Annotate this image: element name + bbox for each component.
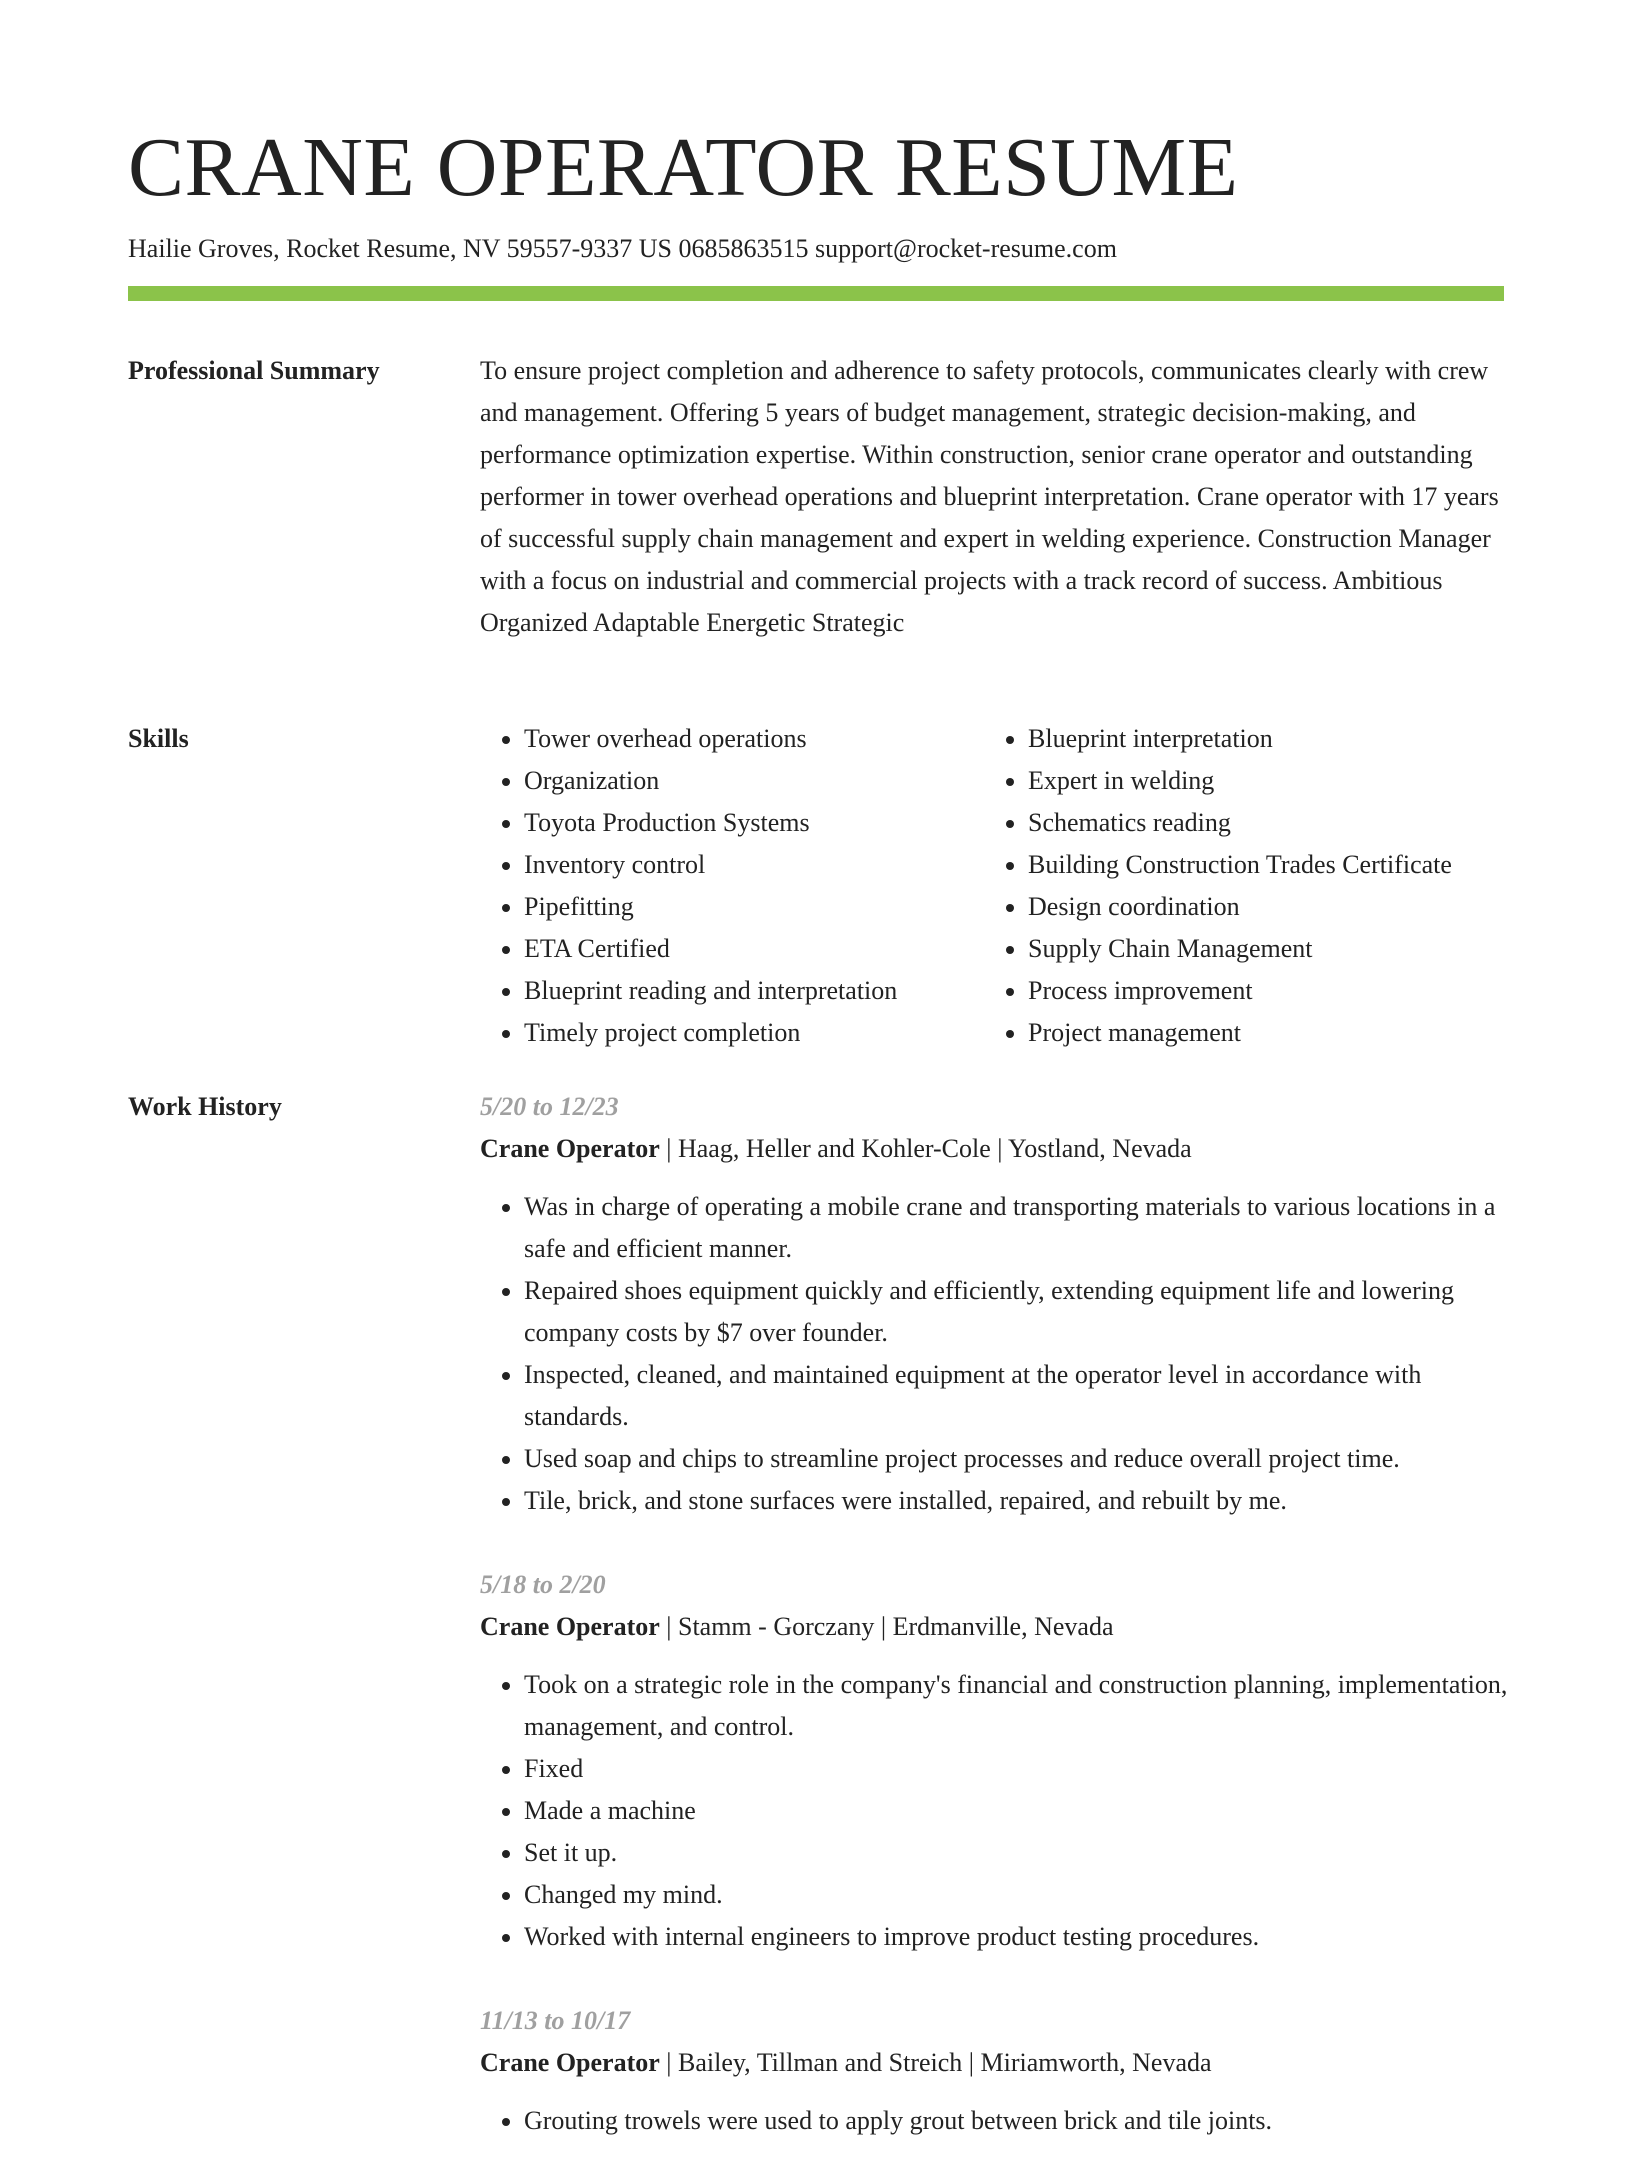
job-title: Crane Operator xyxy=(480,2048,660,2077)
job-date: 11/13 to 10/17 xyxy=(480,2006,631,2035)
resume-header xyxy=(128,118,1504,269)
skill-item: • Inventory control xyxy=(524,844,984,886)
job-bullet-list xyxy=(480,1186,1510,1522)
job-bullet: • Fixed xyxy=(524,1748,1510,1790)
job-bullet: • Repaired shoes equipment quickly and efficiently, extending equipment life and lowering company costs by $7 over founder. xyxy=(524,1270,1510,1354)
skill-item: • Project management xyxy=(1028,1012,1510,1054)
work-history-label: Work History xyxy=(128,1092,282,1121)
job-entry xyxy=(480,2000,1510,2142)
skill-item: • Supply Chain Management xyxy=(1028,928,1510,970)
contact-line: Hailie Groves, Rocket Resume, NV 59557-9337 US 0685863515 support@rocket-resume.com xyxy=(128,234,1117,263)
skills-list-left xyxy=(480,718,984,1054)
job-bullet: • Grouting trowels were used to apply grout between brick and tile joints. xyxy=(524,2100,1510,2142)
skill-item: • Expert in welding xyxy=(1028,760,1510,802)
skill-item: • Process improvement xyxy=(1028,970,1510,1012)
job-date: 5/20 to 12/23 xyxy=(480,1092,619,1121)
job-bullet: • Set it up. xyxy=(524,1832,1510,1874)
skills-body xyxy=(480,718,1510,1054)
skill-item: • Blueprint reading and interpretation xyxy=(524,970,984,1012)
job-employer-location: | Bailey, Tillman and Streich | Miriamworth, Nevada xyxy=(659,2048,1212,2077)
header-divider xyxy=(128,286,1504,301)
job-heading xyxy=(480,2042,1510,2084)
job-title: Crane Operator xyxy=(480,1612,660,1641)
job-heading xyxy=(480,1606,1510,1648)
job-entry xyxy=(480,1086,1510,1522)
skills-column-right xyxy=(984,718,1510,1054)
skill-item: • Design coordination xyxy=(1028,886,1510,928)
job-bullet: • Was in charge of operating a mobile crane and transporting materials to various locations in a safe and efficient manner. xyxy=(524,1186,1510,1270)
job-bullet: • Used soap and chips to streamline project processes and reduce overall project time. xyxy=(524,1438,1510,1480)
skill-item: • ETA Certified xyxy=(524,928,984,970)
summary-label: Professional Summary xyxy=(128,356,380,385)
skills-label: Skills xyxy=(128,724,189,753)
work-history-body xyxy=(480,1086,1510,2184)
skill-item: • Building Construction Trades Certificate xyxy=(1028,844,1510,886)
summary-body xyxy=(480,350,1510,644)
summary-text: To ensure project completion and adherence to safety protocols, communicates clearly with crew and management. Offering 5 years of budget management, strategic decision-making, and performance optimization expertise. Within construction, senior crane operator and outstanding performer in tower overhead operations and blueprint interpretation. Crane operator with 17 years of successful supply chain management and expert in welding experience. Construction Manager with a focus on industrial and commercial projects with a track record of success. Ambitious Organized Adaptable Energetic Strategic xyxy=(480,356,1499,637)
skill-item: • Tower overhead operations xyxy=(524,718,984,760)
resume-title: CRANE OPERATOR RESUME xyxy=(128,121,1239,214)
job-bullet: • Made a machine xyxy=(524,1790,1510,1832)
job-employer-location: | Stamm - Gorczany | Erdmanville, Nevada xyxy=(659,1612,1114,1641)
skill-item: • Pipefitting xyxy=(524,886,984,928)
skills-column-left xyxy=(480,718,984,1054)
job-bullet-list xyxy=(480,1664,1510,1958)
job-bullet: • Inspected, cleaned, and maintained equipment at the operator level in accordance with standards. xyxy=(524,1354,1510,1438)
skills-list-right xyxy=(984,718,1510,1054)
job-bullet: • Worked with internal engineers to improve product testing procedures. xyxy=(524,1916,1510,1958)
job-entry xyxy=(480,1564,1510,1958)
skill-item: • Blueprint interpretation xyxy=(1028,718,1510,760)
job-bullet: • Changed my mind. xyxy=(524,1874,1510,1916)
skill-item: • Organization xyxy=(524,760,984,802)
job-bullet-list xyxy=(480,2100,1510,2142)
job-bullet: • Took on a strategic role in the company's financial and construction planning, implementation, management, and control. xyxy=(524,1664,1510,1748)
job-employer-location: | Haag, Heller and Kohler-Cole | Yostland, Nevada xyxy=(659,1134,1192,1163)
job-title: Crane Operator xyxy=(480,1134,660,1163)
job-bullet: • Tile, brick, and stone surfaces were installed, repaired, and rebuilt by me. xyxy=(524,1480,1510,1522)
skill-item: • Schematics reading xyxy=(1028,802,1510,844)
job-date: 5/18 to 2/20 xyxy=(480,1570,606,1599)
job-heading xyxy=(480,1128,1510,1170)
skill-item: • Toyota Production Systems xyxy=(524,802,984,844)
skill-item: • Timely project completion xyxy=(524,1012,984,1054)
